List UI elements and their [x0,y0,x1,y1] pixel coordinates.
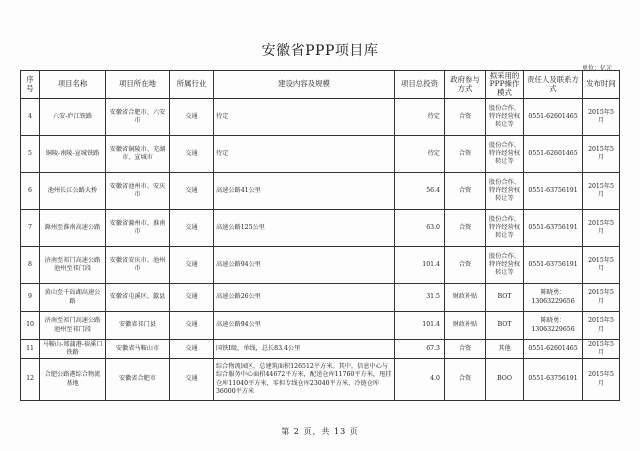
cell-investment: 101.4 [395,312,445,340]
header-mode: 拟采用的PPP操作模式 [486,71,524,99]
cell-contact: 0551-62601465 [524,340,583,359]
header-gov: 政府参与方式 [445,71,486,99]
cell-date: 2015年5月 [583,312,620,340]
table-row [21,359,620,401]
cell-name: 合肥公路港综合物流基地 [40,359,106,401]
cell-mode: 股份合作、特许经营权转让等 [486,173,524,210]
cell-location: 安徽省铜陵市、芜湖市、宣城市 [106,136,170,173]
table-row [21,99,620,136]
cell-mode: 股份合作、特许经营权转让等 [486,136,524,173]
header-no: 序号 [21,71,40,99]
cell-investment: 4.0 [395,359,445,401]
cell-industry: 交通 [170,99,214,136]
cell-contact: 0551-63756191 [524,359,583,401]
table-row [21,312,620,340]
cell-date: 2015年5月 [583,173,620,210]
cell-gov: 合资 [445,99,486,136]
cell-content: 待定 [214,99,395,136]
cell-date: 2015年5月 [583,136,620,173]
cell-gov: 合资 [445,210,486,247]
cell-contact: 0551-63756191 [524,173,583,210]
cell-content: 高速公路94公里 [214,247,395,284]
cell-investment: 56.4 [395,173,445,210]
cell-gov: 合资 [445,173,486,210]
cell-date: 2015年5月 [583,359,620,401]
cell-mode: 股份合作、特许经营权转让等 [486,247,524,284]
cell-industry: 交通 [170,312,214,340]
cell-investment: 63.0 [395,210,445,247]
cell-investment: 待定 [395,136,445,173]
header-content: 建设内容及规模 [214,71,395,99]
cell-industry: 交通 [170,340,214,359]
cell-gov: 财政补贴 [445,312,486,340]
cell-gov: 合资 [445,136,486,173]
cell-name: 济南至祁门高速公路池州至祁门段 [40,247,106,284]
cell-content: 综合物流园区，总建筑面积126512平方米。其中，信息中心与综合服务中心面积44672平方米，配送仓库11760平方米，甩挂仓库11040平方米，零担专线仓库23040平方米，冷链仓库36000平方米 [214,359,395,401]
cell-location: 安徽省安庆市、池州市 [106,247,170,284]
cell-no: 12 [21,359,40,401]
cell-investment: 31.5 [395,284,445,312]
header-location: 项目所在地 [106,71,170,99]
cell-no: 8 [21,247,40,284]
table-row [21,173,620,210]
cell-name: 济南至祁门高速公路池州至祁门段 [40,312,106,340]
header-investment: 项目总投资 [395,71,445,99]
header-name: 项目名称 [40,71,106,99]
cell-industry: 交通 [170,210,214,247]
header-date: 发布时间 [583,71,620,99]
table-row [21,340,620,359]
cell-gov: 合资 [445,247,486,284]
cell-content: 高速公路125公里 [214,210,395,247]
cell-no: 9 [21,284,40,312]
cell-location: 安徽省滁州市、淮南市 [106,210,170,247]
header-contact: 责任人及联系方式 [524,71,583,99]
project-table [20,70,620,401]
cell-investment: 待定 [395,99,445,136]
cell-gov: 合资 [445,340,486,359]
cell-industry: 交通 [170,173,214,210]
cell-location: 安徽省合肥市、六安市 [106,99,170,136]
cell-no: 4 [21,99,40,136]
cell-industry: 交通 [170,136,214,173]
cell-mode: 其他 [486,340,524,359]
cell-location: 安徽省合肥市 [106,359,170,401]
cell-name: 滁州至淮南高速公路 [40,210,106,247]
cell-contact: 0551-63756191 [524,210,583,247]
cell-date: 2015年5月 [583,210,620,247]
cell-gov: 合资 [445,359,486,401]
unit-label: 单位：亿元 [581,65,612,72]
cell-mode: BOT [486,284,524,312]
cell-content: 高速公路41公里 [214,173,395,210]
cell-no: 11 [21,340,40,359]
header-industry: 所属行业 [170,71,214,99]
cell-gov: 财政补贴 [445,284,486,312]
cell-location: 安徽省祁门县 [106,312,170,340]
table-row [21,136,620,173]
cell-name: 黄山至千岛湖高速公路 [40,284,106,312]
table-row [21,247,620,284]
cell-contact: 陈晓勇：13063229656 [524,284,583,312]
cell-content: 高速公路94公里 [214,312,395,340]
cell-date: 2015年5月 [583,340,620,359]
cell-industry: 交通 [170,247,214,284]
cell-no: 10 [21,312,40,340]
cell-contact: 0551-63756191 [524,247,583,284]
cell-no: 7 [21,210,40,247]
cell-mode: BOT [486,312,524,340]
cell-location: 安徽省池州市、安庆市 [106,173,170,210]
cell-location: 安徽省马鞍山市 [106,340,170,359]
page-number: 第 2 页，共 13 页 [281,427,359,436]
cell-name: 铜陵-南陵-宣城铁路 [40,136,106,173]
cell-industry: 交通 [170,284,214,312]
cell-investment: 67.3 [395,340,445,359]
table-header-row [21,71,620,99]
cell-content: 待定 [214,136,395,173]
cell-date: 2015年5月 [583,284,620,312]
cell-date: 2015年5月 [583,99,620,136]
cell-contact: 0551-62601465 [524,136,583,173]
cell-content: 国铁Ⅰ级，单线，总长83.4公里 [214,340,395,359]
cell-contact: 陈晓勇：13063229656 [524,312,583,340]
cell-mode: 股份合作、特许经营权转让等 [486,99,524,136]
cell-industry: 交通 [170,359,214,401]
cell-location: 安徽省屯溪区、歙县 [106,284,170,312]
cell-mode: BOO [486,359,524,401]
cell-date: 2015年5月 [583,247,620,284]
cell-investment: 101.4 [395,247,445,284]
page-title: 安徽省PPP项目库 [261,43,379,59]
table-row [21,284,620,312]
cell-name: 马鞍山-郑蒲港-裕溪口铁路 [40,340,106,359]
table-row [21,210,620,247]
cell-contact: 0551-62601465 [524,99,583,136]
cell-name: 池州长江公路大桥 [40,173,106,210]
cell-no: 6 [21,173,40,210]
cell-no: 5 [21,136,40,173]
cell-name: 六安-庐江铁路 [40,99,106,136]
cell-mode: 股份合作、特许经营权转让等 [486,210,524,247]
cell-content: 高速公路26公里 [214,284,395,312]
